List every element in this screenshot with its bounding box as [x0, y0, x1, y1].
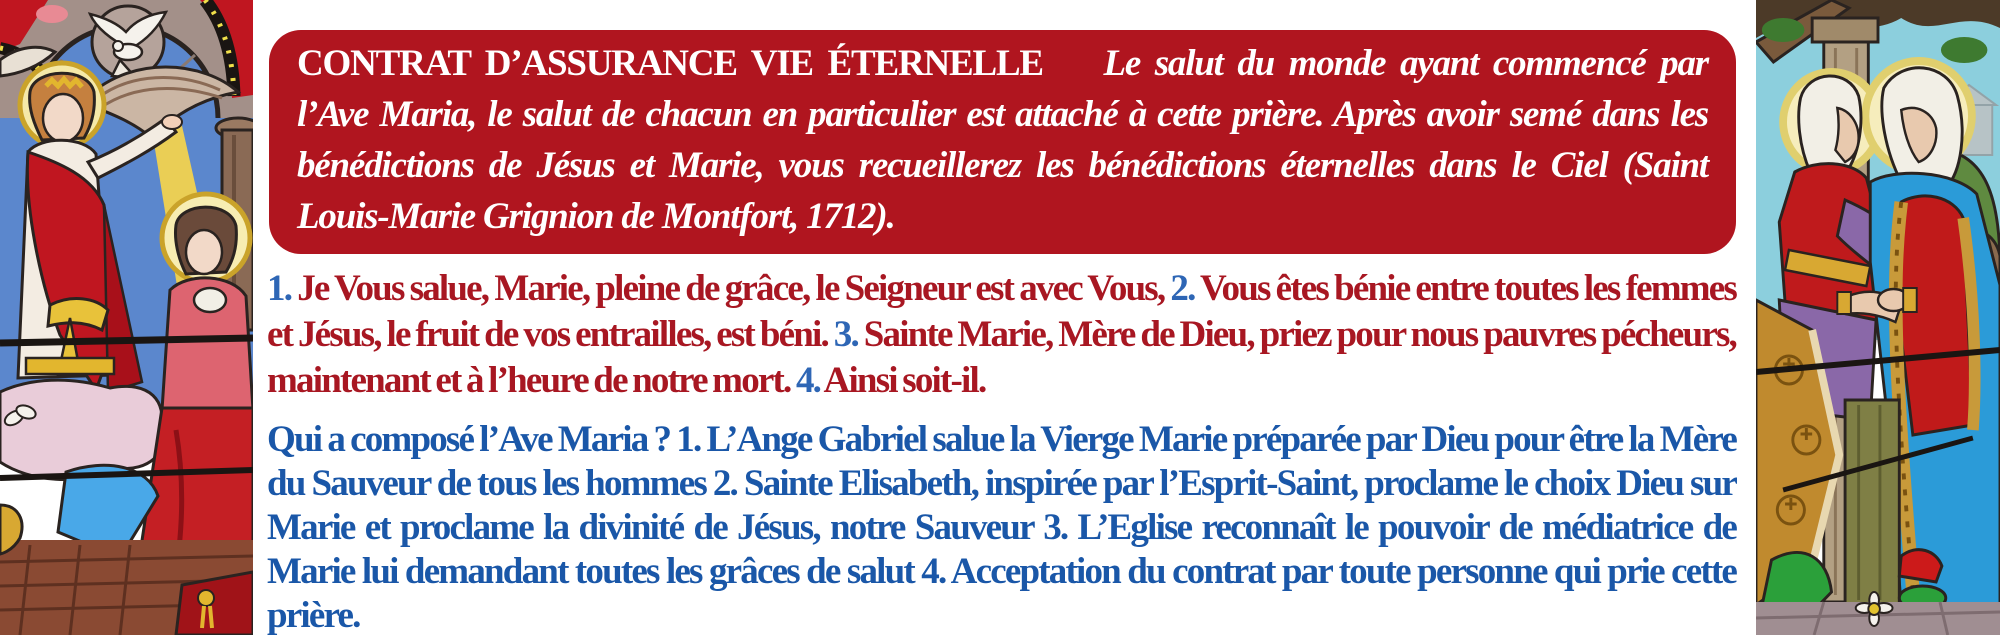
red-shoe — [1899, 550, 1942, 582]
content-area — [253, 0, 1748, 635]
annunciation-scene — [0, 0, 253, 635]
column-base — [1845, 400, 1899, 605]
gold-tassel — [198, 590, 214, 606]
mary-face — [186, 230, 222, 274]
cloud — [0, 380, 162, 479]
banner-title: CONTRAT D’ASSURANCE VIE ÉTERNELLE — [297, 43, 1043, 84]
visitation-scene — [1756, 0, 2000, 635]
banner-quote: Le salut du monde ayant commencé par l’Ave Maria, le salut de chacun en particulier est attaché à cette prière. Après avoir semé dans les bénédictions de Jésus et Marie, vous recueillerez les bénédictions éternelles dans le Ciel (Saint Louis-Marie Grignion de Montfort, 1712). — [297, 43, 1708, 237]
angel-face — [43, 94, 83, 142]
lead-line — [0, 338, 253, 343]
stained-glass-annunciation-image — [0, 0, 253, 635]
angel-hand — [162, 115, 182, 129]
gold-cuff — [1837, 292, 1851, 314]
gold-hem — [26, 358, 114, 374]
stained-glass-visitation-image — [1748, 0, 2000, 635]
contract-banner — [269, 30, 1736, 254]
ave-maria-prayer-paragraph: 1. Je Vous salue, Marie, pleine de grâce, le Seigneur est avec Vous, 2. Vous êtes bénie entre toutes les femmes et Jésus, le fruit de vos entrailles, est béni. 3. Sainte Marie, Mère de Dieu, priez pour nous pauvres pécheurs, maintenant et à l’heure de notre mort. 4. Ainsi soit-il. — [267, 268, 1736, 401]
composition-paragraph: Qui a composé l’Ave Maria ? 1. L’Ange Gabriel salue la Vierge Marie préparée par Dieu pour être la Mère du Sauveur de tous les hommes 2. Sainte Elisabeth, inspirée par l’Esprit-Saint, proclame le choix Dieu sur Marie et proclame la divinité de Jésus, notre Sauveur 3. L’Eglise reconnaît le pouvoir de médiatrice de Marie lui demandant toutes les grâces de salut 4. Acceptation du contrat par toute personne qui prie cette prière. — [267, 419, 1736, 636]
